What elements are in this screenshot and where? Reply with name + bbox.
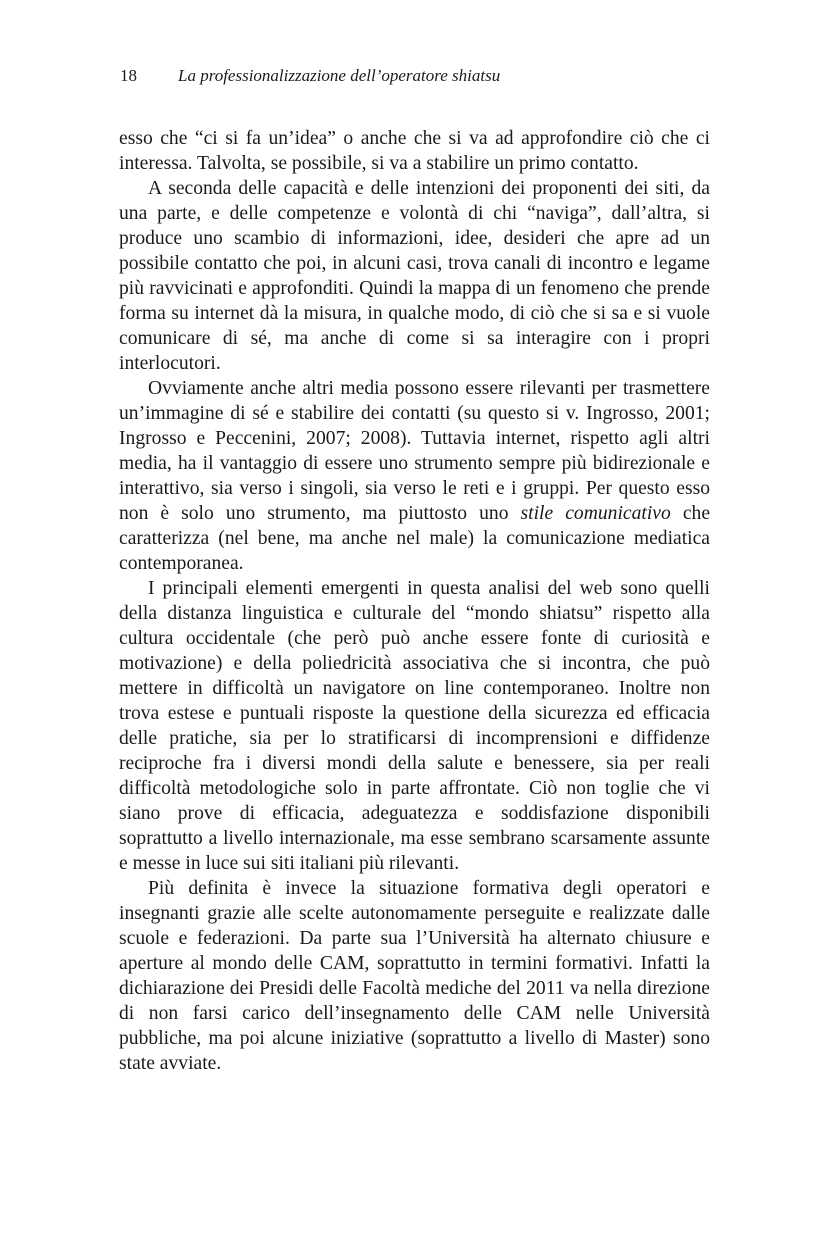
body-text (119, 126, 710, 1076)
paragraph-3-emphasis: stile comunicativo (520, 503, 671, 524)
paragraph-4: I principali elementi emergenti in questa analisi del web sono quelli della distanza linguistica e culturale del “mondo shiatsu” rispetto alla cultura occidentale (che però può anche essere fonte di curiosità e motivazione) e della poliedricità associativa che si incontra, che può mettere in difficoltà un navigatore on line contemporaneo. Inoltre non trova estese e puntuali risposte la questione della sicurezza ed efficacia delle pratiche, sia per lo stratificarsi di incomprensioni e diffidenze reciproche fra i diversi mondi della salute e benessere, sia per reali difficoltà metodologiche solo in parte affrontate. Ciò non toglie che vi siano prove di efficacia, adeguatezza e soddisfazione disponibili soprattutto a livello internazionale, ma esse sembrano scarsamente assunte e messe in luce sui siti italiani più rilevanti. (119, 578, 710, 874)
paragraph-1: esso che “ci si fa un’idea” o anche che si va ad approfondire ciò che ci interessa. Talvolta, se possibile, si va a stabilire un primo contatto. (119, 128, 710, 174)
chapter-title: La professionalizzazione dell’operatore shiatsu (178, 66, 501, 85)
page-number: 18 (120, 66, 137, 85)
paragraph-3-text-after: che caratterizza (nel bene, ma anche nel male) la comunicazione mediatica contemporanea. (119, 503, 711, 574)
running-head (120, 66, 710, 86)
paragraph-3-text-before: Ovviamente anche altri media possono essere rilevanti per trasmettere un’immagine di sé e stabilire dei contatti (su questo si v. Ingrosso, 2001; Ingrosso e Peccenini, 2007; 2008). Tuttavia internet, rispetto agli altri media, ha il vantaggio di essere uno strumento sempre più bidirezionale e interattivo, sia verso i singoli, sia verso le reti e i gruppi. Per questo esso non è solo uno strumento, ma piuttosto uno (119, 378, 710, 524)
paragraph-5: Più definita è invece la situazione formativa degli operatori e insegnanti grazie alle scelte autonomamente perseguite e realizzate dalle scuole e federazioni. Da parte sua l’Università ha alternato chiusure e aperture al mondo delle CAM, soprattutto in termini formativi. Infatti la dichiarazione dei Presidi delle Facoltà mediche del 2011 va nella direzione di non farsi carico dell’insegnamento delle CAM nelle Università pubbliche, ma poi alcune iniziative (soprattutto a livello di Master) sono state avviate. (119, 878, 710, 1074)
paragraph-3 (119, 376, 710, 576)
paragraph-2: A seconda delle capacità e delle intenzioni dei proponenti dei siti, da una parte, e delle competenze e volontà di chi “naviga”, dall’altra, si produce uno scambio di informazioni, idee, desideri che apre ad un possibile contatto che poi, in alcuni casi, trova canali di incontro e legame più ravvicinati e approfonditi. Quindi la mappa di un fenomeno che prende forma su internet dà la misura, in qualche modo, di ciò che si sa e si vuole comunicare di sé, ma anche di come si sa interagire con i propri interlocutori. (119, 178, 710, 374)
